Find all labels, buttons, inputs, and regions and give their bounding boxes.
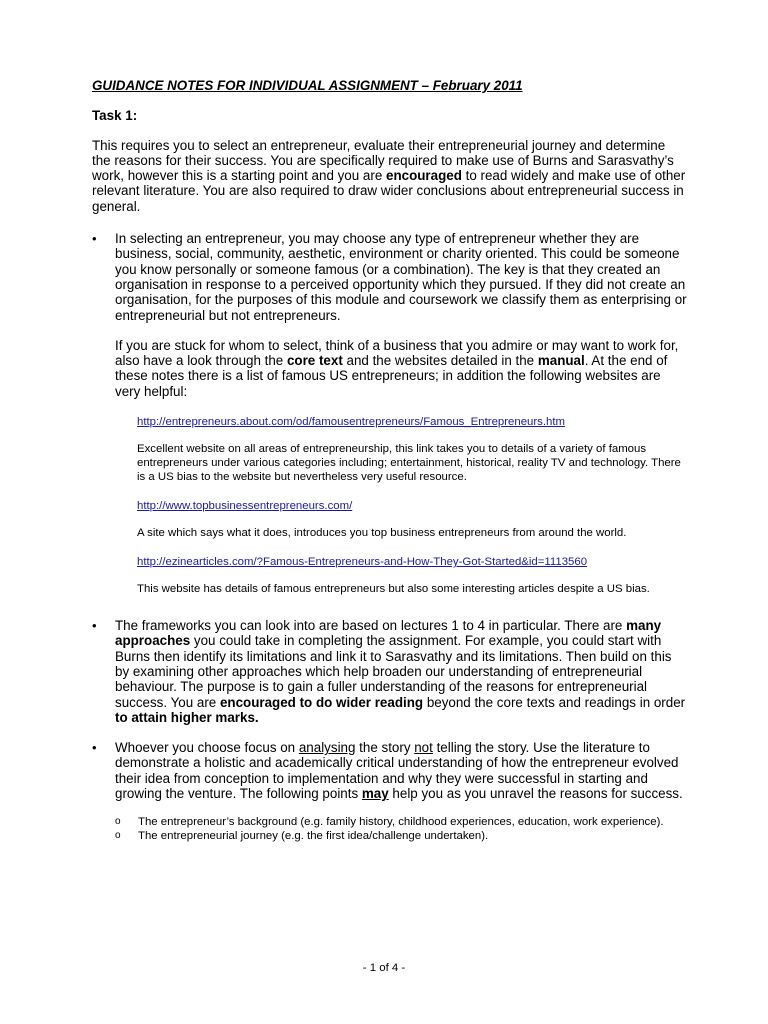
sub-list-item: o The entrepreneurial journey (e.g. the first idea/challenge undertaken). (115, 829, 687, 843)
website-link[interactable]: http://ezinearticles.com/?Famous-Entrepreneurs-and-How-They-Got-Started&id=1113560 (137, 556, 588, 569)
task-heading: Task 1: (92, 108, 138, 124)
website-description: Excellent website on all areas of entrepreneurship, this link takes you to details of a variety of famous entrepreneurs under various categories including; entertainment, historical, reality TV and technology. There is a US bias to the website but nevertheless very useful resource. (137, 443, 681, 484)
sub-list (115, 815, 687, 843)
list-item (92, 231, 687, 596)
document-title: GUIDANCE NOTES FOR INDIVIDUAL ASSIGNMENT – February 2011 (92, 78, 523, 93)
bullet1-text: • In selecting an entrepreneur, you may choose any type of entrepreneur whether they are business, social, community, aesthetic, environment or charity oriented. This could be someone you know personally or someone famous (or a combination). The key is that they created an organisation in response to a perceived opportunity which they pursued. If they did not create an organisation, for the purposes of this module and coursework we classify them as enterprising or entrepreneurial but not entrepreneurs. (115, 231, 687, 323)
website-link[interactable]: http://www.topbusinessentrepreneurs.com/ (137, 500, 353, 513)
website-description: This website has details of famous entrepreneurs but also some interesting articles despite a US bias. (137, 583, 650, 596)
website-description: A site which says what it does, introduces you top business entrepreneurs from around the world. (137, 527, 627, 540)
sub-list-item: o The entrepreneur’s background (e.g. family history, childhood experiences, education, work experience). (115, 815, 687, 829)
page-number: - 1 of 4 - (362, 962, 406, 974)
website-list (137, 415, 687, 596)
list-item (92, 740, 687, 843)
document-page (92, 78, 687, 858)
list-item (92, 618, 687, 725)
bullet3-text: • Whoever you choose focus on analysing the story not telling the story. Use the literature to demonstrate a holistic and academically critical understanding of how the entrepreneur evolved their idea from conception to implementation and why they were successful in starting and growing the venture. The following points may help you as you unravel the reasons for success. (115, 740, 683, 802)
website-link[interactable]: http://entrepreneurs.about.com/od/famousentrepreneurs/Famous_Entrepreneurs.htm (137, 416, 566, 429)
bullet2-text: • The frameworks you can look into are based on lectures 1 to 4 in particular. There are many approaches you could take in completing the assignment. For example, you could start with Burns then identify its limitations and link it to Sarasvathy and its limitations. Then build on this by examining other approaches which help broaden our understanding of entrepreneurial behaviour. The purpose is to gain a fuller understanding of the reasons for entrepreneurial success. You are encouraged to do wider reading beyond the core texts and readings in order to attain higher marks. (115, 618, 686, 725)
intro-paragraph: This requires you to select an entrepreneur, evaluate their entrepreneurial journey and determine the reasons for their success. You are specifically required to make use of Burns and Sarasvathy’s work, however this is a starting point and you are encouraged to read widely and make use of other relevant literature. You are also required to draw wider conclusions about entrepreneurial success in general. (92, 137, 686, 214)
bullet-list (92, 231, 687, 843)
bullet1-paragraph2: If you are stuck for whom to select, think of a business that you admire or may want to work for, also have a look through the core text and the websites detailed in the manual. At the end of these notes there is a list of famous US entrepreneurs; in addition the following websites are very helpful: (115, 337, 679, 399)
